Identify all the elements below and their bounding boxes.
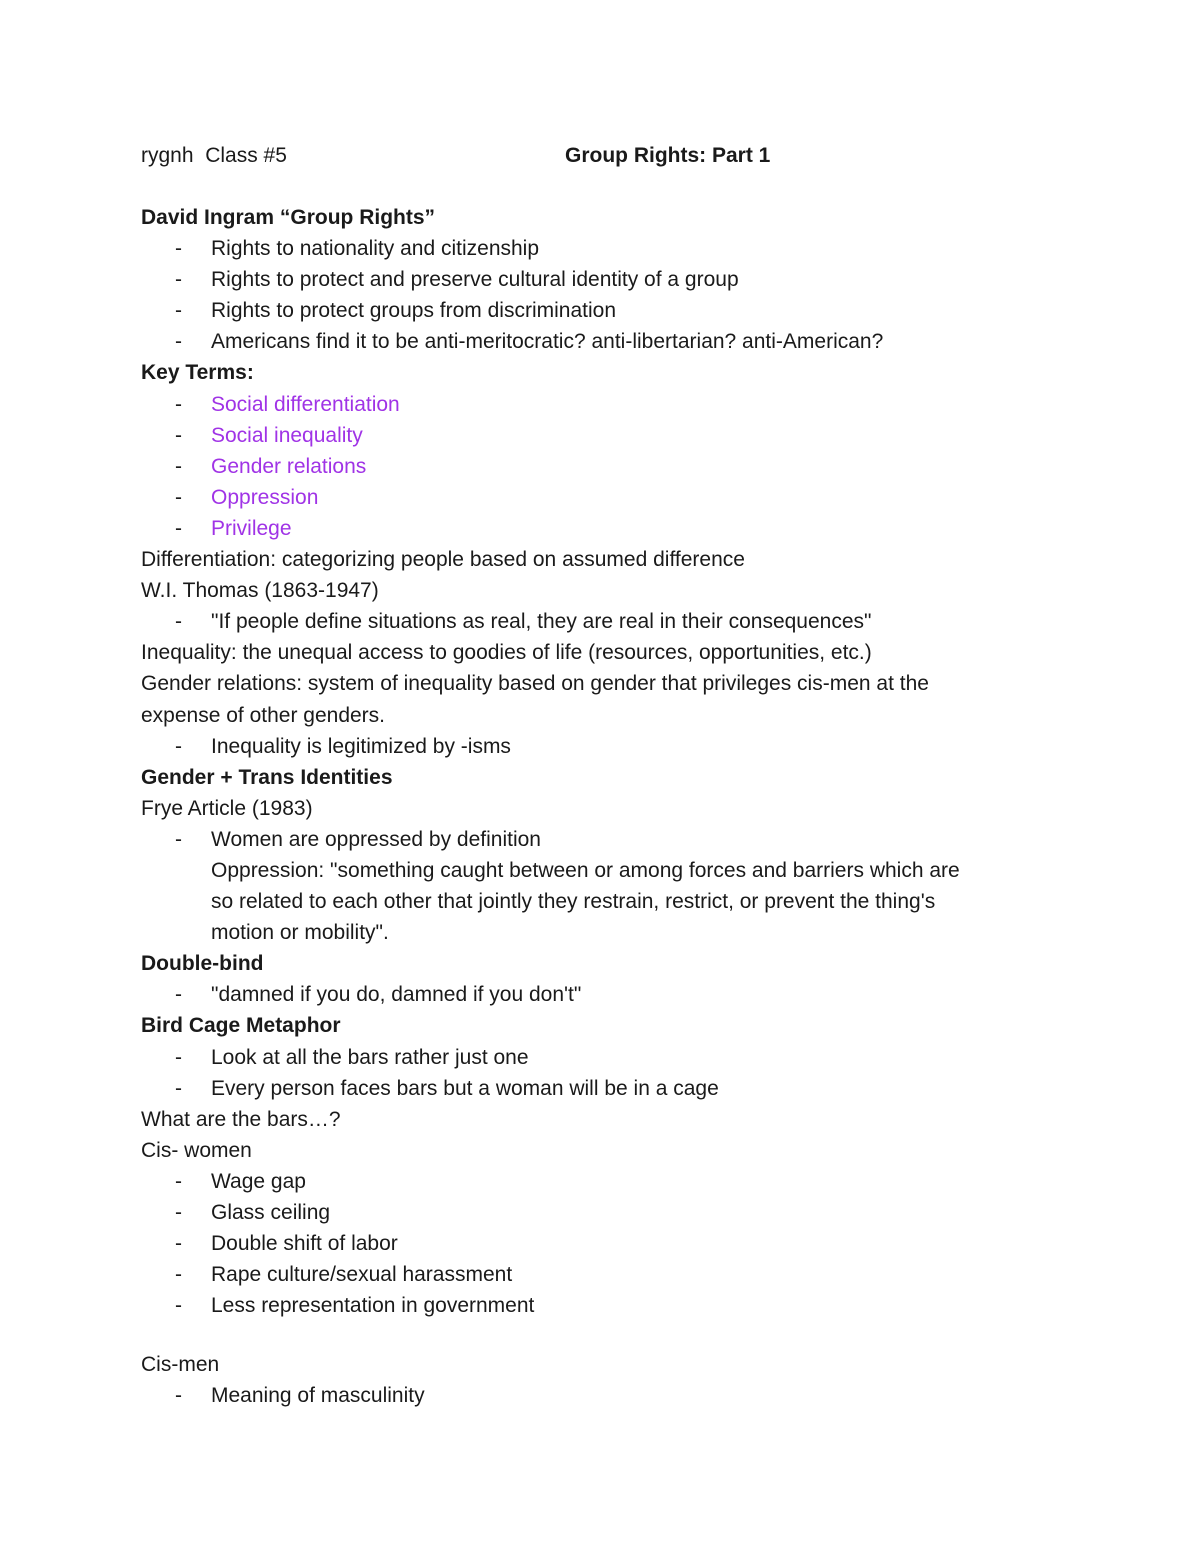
frye-reference: Frye Article (1983) — [141, 796, 313, 820]
list-item — [141, 1290, 1061, 1321]
dash-bullet: - — [175, 1263, 182, 1287]
definition-inequality: Inequality: the unequal access to goodies of life (resources, opportunities, etc.) — [141, 641, 872, 665]
dash-bullet: - — [175, 516, 182, 540]
cis-men-label: Cis-men — [141, 1353, 220, 1377]
section-heading-ingram: David Ingram “Group Rights” — [141, 206, 436, 229]
list-item — [141, 295, 1061, 326]
dash-bullet: - — [175, 1384, 182, 1408]
dash-bullet: - — [175, 1169, 182, 1193]
oppression-definition: so related to each other that jointly they restrain, restrict, or prevent the thing's — [211, 890, 936, 914]
list-item — [141, 606, 1061, 637]
list-item — [141, 1073, 1061, 1104]
section-heading-key-terms: Key Terms: — [141, 361, 254, 385]
list-item — [141, 233, 1061, 264]
header-class-label: rygnh Class #5 — [141, 144, 287, 167]
list-item — [141, 731, 1061, 762]
list-item — [141, 513, 1061, 544]
list-item-text: Inequality is legitimized by -isms — [211, 734, 511, 758]
key-term: Social inequality — [211, 423, 363, 447]
blank-line — [141, 1321, 1061, 1349]
dash-bullet: - — [175, 1076, 182, 1100]
thomas-quote: "If people define situations as real, they are real in their consequences" — [211, 610, 872, 634]
dash-bullet: - — [175, 392, 182, 416]
list-item — [141, 1166, 1061, 1197]
dash-bullet: - — [175, 1232, 182, 1256]
list-item — [141, 451, 1061, 482]
list-item — [141, 389, 1061, 420]
dash-bullet: - — [175, 485, 182, 509]
list-item — [141, 1197, 1061, 1228]
bars-question: What are the bars…? — [141, 1107, 341, 1131]
list-item-text: Rights to protect and preserve cultural identity of a group — [211, 268, 739, 292]
dash-bullet: - — [175, 983, 182, 1007]
section-heading-double-bind: Double-bind — [141, 952, 264, 976]
list-item — [141, 420, 1061, 451]
list-item — [141, 979, 1061, 1010]
list-item-text: Rape culture/sexual harassment — [211, 1263, 513, 1287]
list-item-text: Rights to nationality and citizenship — [211, 237, 540, 261]
list-item-text: Less representation in government — [211, 1294, 535, 1318]
key-term: Social differentiation — [211, 392, 400, 416]
list-item-text: Look at all the bars rather just one — [211, 1045, 529, 1069]
list-item-text: Americans find it to be anti-meritocratic? anti-libertarian? anti-American? — [211, 330, 884, 354]
list-item-text: Wage gap — [211, 1169, 306, 1193]
key-term: Oppression — [211, 485, 319, 509]
key-term: Privilege — [211, 516, 292, 540]
list-item — [141, 824, 1061, 855]
list-item — [141, 1380, 1061, 1411]
list-item-text: Double shift of labor — [211, 1232, 398, 1256]
definition-differentiation: Differentiation: categorizing people based on assumed difference — [141, 548, 745, 572]
oppression-definition: Oppression: "something caught between or among forces and barriers which are — [211, 858, 960, 882]
dash-bullet: - — [175, 1294, 182, 1318]
oppression-definition: motion or mobility". — [211, 921, 389, 945]
key-term: Gender relations — [211, 454, 367, 478]
dash-bullet: - — [175, 454, 182, 478]
list-item — [141, 1228, 1061, 1259]
dash-bullet: - — [175, 423, 182, 447]
dash-bullet: - — [175, 1201, 182, 1224]
list-item — [141, 1042, 1061, 1073]
list-item — [141, 264, 1061, 295]
list-item — [141, 326, 1061, 357]
notes-body — [141, 202, 1061, 1412]
definition-gender-relations-continued: expense of other genders. — [141, 703, 386, 727]
dash-bullet: - — [175, 237, 182, 261]
list-item — [141, 482, 1061, 513]
definition-gender-relations: Gender relations: system of inequality based on gender that privileges cis-men at the — [141, 672, 929, 696]
list-item-text: Rights to protect groups from discrimination — [211, 299, 616, 323]
dash-bullet: - — [175, 299, 182, 323]
list-item-text: Every person faces bars but a woman will be in a cage — [211, 1076, 719, 1100]
dash-bullet: - — [175, 610, 182, 634]
document-title: Group Rights: Part 1 — [565, 144, 771, 167]
section-heading-bird-cage: Bird Cage Metaphor — [141, 1014, 341, 1038]
list-item-text: "damned if you do, damned if you don't" — [211, 983, 582, 1007]
dash-bullet: - — [175, 1045, 182, 1069]
thomas-reference: W.I. Thomas (1863-1947) — [141, 579, 379, 603]
list-item-text: Glass ceiling — [211, 1201, 331, 1224]
dash-bullet: - — [175, 734, 182, 758]
list-item — [141, 1259, 1061, 1290]
dash-bullet: - — [175, 330, 182, 354]
list-item-text: Women are oppressed by definition — [211, 827, 541, 851]
dash-bullet: - — [175, 268, 182, 292]
section-heading-gender-trans: Gender + Trans Identities — [141, 765, 393, 789]
dash-bullet: - — [175, 827, 182, 851]
cis-women-label: Cis- women — [141, 1138, 252, 1162]
list-item-text: Meaning of masculinity — [211, 1384, 425, 1408]
